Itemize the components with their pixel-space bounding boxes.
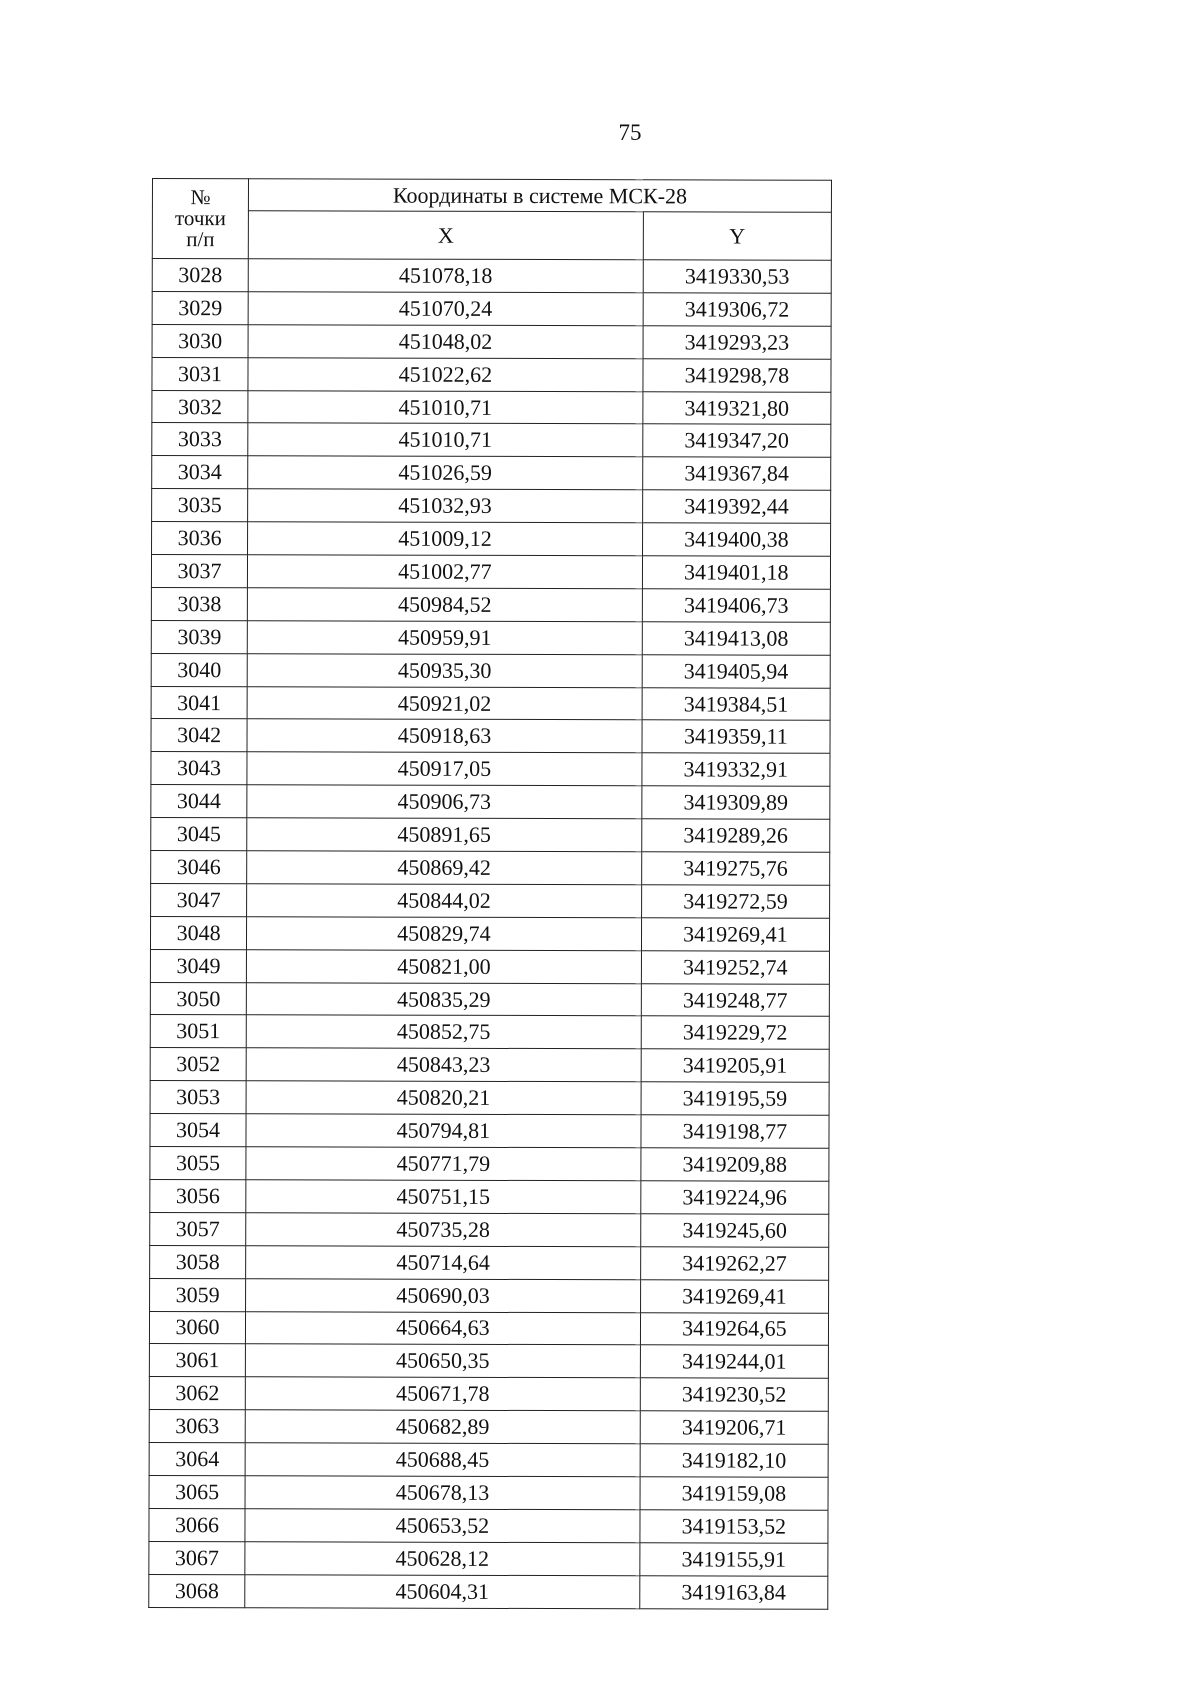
y-coordinate-cell: 3419195,59 xyxy=(641,1082,829,1115)
point-number-cell: 3028 xyxy=(152,259,248,292)
point-number-cell: 3052 xyxy=(150,1048,246,1081)
y-coordinate-cell: 3419245,60 xyxy=(640,1214,828,1247)
point-number-header xyxy=(152,179,248,259)
point-number-cell: 3064 xyxy=(149,1443,245,1476)
table-row xyxy=(152,390,831,425)
x-coordinate-cell: 450906,73 xyxy=(247,785,642,819)
table-row xyxy=(149,1541,828,1576)
y-coordinate-cell: 3419275,76 xyxy=(641,852,829,885)
coordinates-table xyxy=(148,178,832,1609)
table-row xyxy=(152,489,831,524)
x-coordinate-cell: 450664,63 xyxy=(246,1311,641,1345)
coordinates-group-header: Координаты в системе МСК-28 xyxy=(249,179,832,213)
table-row xyxy=(150,1179,829,1214)
table-row xyxy=(152,291,831,326)
x-coordinate-cell: 451022,62 xyxy=(248,357,643,391)
point-number-cell: 3062 xyxy=(149,1377,245,1410)
point-number-cell: 3056 xyxy=(150,1179,246,1212)
point-number-cell: 3068 xyxy=(149,1574,245,1607)
x-coordinate-cell: 450688,45 xyxy=(245,1443,640,1477)
point-number-cell: 3046 xyxy=(151,851,247,884)
x-coordinate-cell: 450829,74 xyxy=(247,917,642,951)
y-coordinate-cell: 3419269,41 xyxy=(641,918,829,951)
point-number-cell: 3043 xyxy=(151,752,247,785)
y-coordinate-cell: 3419347,20 xyxy=(642,424,830,457)
y-coordinate-cell: 3419359,11 xyxy=(642,720,830,753)
x-coordinate-cell: 450690,03 xyxy=(246,1278,641,1312)
point-number-cell: 3047 xyxy=(151,883,247,916)
point-number-cell: 3053 xyxy=(150,1081,246,1114)
table-body xyxy=(149,259,832,1609)
table-row xyxy=(149,1443,828,1478)
table-row xyxy=(149,1508,828,1543)
point-number-cell: 3044 xyxy=(151,785,247,818)
y-coordinate-cell: 3419321,80 xyxy=(643,391,831,424)
x-coordinate-cell: 450935,30 xyxy=(247,653,642,687)
x-coordinate-cell: 450921,02 xyxy=(247,686,642,720)
table-row xyxy=(152,357,831,392)
table-row xyxy=(149,1344,828,1379)
x-coordinate-cell: 450751,15 xyxy=(246,1180,641,1214)
point-number-cell: 3054 xyxy=(150,1114,246,1147)
y-coordinate-cell: 3419332,91 xyxy=(642,753,830,786)
point-number-cell: 3059 xyxy=(150,1278,246,1311)
y-coordinate-cell: 3419293,23 xyxy=(643,326,831,359)
point-number-cell: 3055 xyxy=(150,1147,246,1180)
y-coordinate-cell: 3419306,72 xyxy=(643,293,831,326)
x-coordinate-cell: 451026,59 xyxy=(248,456,643,490)
point-number-cell: 3030 xyxy=(152,324,248,357)
table-row xyxy=(150,1212,829,1247)
table-row xyxy=(151,587,830,622)
x-coordinate-cell: 451070,24 xyxy=(248,292,643,326)
table-row xyxy=(150,982,829,1017)
table-row xyxy=(151,719,830,754)
table-row xyxy=(151,883,830,918)
point-number-header-line: № xyxy=(190,185,211,210)
y-coordinate-cell: 3419264,65 xyxy=(640,1312,828,1345)
x-coordinate-cell: 451078,18 xyxy=(248,259,643,293)
point-number-cell: 3034 xyxy=(152,456,248,489)
y-coordinate-cell: 3419309,89 xyxy=(642,786,830,819)
table-row xyxy=(152,259,831,294)
x-coordinate-cell: 450821,00 xyxy=(247,949,642,983)
y-column-header: Y xyxy=(643,212,831,260)
point-number-cell: 3040 xyxy=(151,653,247,686)
y-coordinate-cell: 3419182,10 xyxy=(640,1444,828,1477)
point-number-header-line: точки xyxy=(175,206,226,231)
point-number-cell: 3045 xyxy=(151,818,247,851)
y-coordinate-cell: 3419262,27 xyxy=(640,1247,828,1280)
x-coordinate-cell: 450843,23 xyxy=(246,1048,641,1082)
table-row xyxy=(149,1410,828,1445)
x-coordinate-cell: 450844,02 xyxy=(247,884,642,918)
table-row xyxy=(150,1278,829,1313)
x-coordinate-cell: 450891,65 xyxy=(247,818,642,852)
y-coordinate-cell: 3419272,59 xyxy=(641,885,829,918)
point-number-cell: 3058 xyxy=(150,1245,246,1278)
y-coordinate-cell: 3419413,08 xyxy=(642,622,830,655)
table-row xyxy=(152,423,831,458)
point-number-cell: 3029 xyxy=(152,291,248,324)
point-number-cell: 3063 xyxy=(149,1410,245,1443)
table-row xyxy=(151,851,830,886)
table-row xyxy=(149,1311,828,1346)
y-coordinate-cell: 3419224,96 xyxy=(641,1181,829,1214)
point-number-cell: 3061 xyxy=(149,1344,245,1377)
point-number-header-line: п/п xyxy=(186,227,215,252)
x-coordinate-cell: 450917,05 xyxy=(247,752,642,786)
point-number-cell: 3067 xyxy=(149,1541,245,1574)
x-coordinate-cell: 450671,78 xyxy=(245,1377,640,1411)
table-row xyxy=(150,1015,829,1050)
table-row xyxy=(152,456,831,491)
y-coordinate-cell: 3419153,52 xyxy=(640,1510,828,1543)
y-coordinate-cell: 3419198,77 xyxy=(641,1115,829,1148)
y-coordinate-cell: 3419367,84 xyxy=(642,457,830,490)
x-column-header: X xyxy=(248,211,643,260)
table-row xyxy=(150,1048,829,1083)
x-coordinate-cell: 450628,12 xyxy=(245,1541,640,1575)
table-row xyxy=(150,949,829,984)
y-coordinate-cell: 3419248,77 xyxy=(641,983,829,1016)
point-number-cell: 3031 xyxy=(152,357,248,390)
y-coordinate-cell: 3419230,52 xyxy=(640,1378,828,1411)
point-number-cell: 3066 xyxy=(149,1508,245,1541)
y-coordinate-cell: 3419159,08 xyxy=(640,1477,828,1510)
x-coordinate-cell: 450682,89 xyxy=(245,1410,640,1444)
table-row xyxy=(149,1475,828,1510)
table-row xyxy=(151,752,830,787)
point-number-cell: 3049 xyxy=(150,949,246,982)
y-coordinate-cell: 3419269,41 xyxy=(640,1279,828,1312)
table-row xyxy=(149,1377,828,1412)
point-number-cell: 3065 xyxy=(149,1475,245,1508)
point-number-cell: 3035 xyxy=(152,489,248,522)
page-number: 75 xyxy=(618,120,642,145)
y-coordinate-cell: 3419229,72 xyxy=(641,1016,829,1049)
x-coordinate-cell: 450650,35 xyxy=(246,1344,641,1378)
point-number-cell: 3042 xyxy=(151,719,247,752)
point-number-cell: 3039 xyxy=(151,620,247,653)
x-coordinate-cell: 450604,31 xyxy=(245,1574,640,1608)
x-coordinate-cell: 451009,12 xyxy=(248,522,643,556)
y-coordinate-cell: 3419155,91 xyxy=(640,1543,828,1576)
table-row xyxy=(151,785,830,820)
y-coordinate-cell: 3419206,71 xyxy=(640,1411,828,1444)
y-coordinate-cell: 3419209,88 xyxy=(641,1148,829,1181)
y-coordinate-cell: 3419405,94 xyxy=(642,654,830,687)
table-row xyxy=(151,620,830,655)
x-coordinate-cell: 450794,81 xyxy=(246,1114,641,1148)
table-row xyxy=(151,686,830,721)
point-number-cell: 3060 xyxy=(149,1311,245,1344)
point-number-cell: 3041 xyxy=(151,686,247,719)
point-number-cell: 3037 xyxy=(151,555,247,588)
table-row xyxy=(150,1081,829,1116)
x-coordinate-cell: 450678,13 xyxy=(245,1476,640,1510)
point-number-cell: 3032 xyxy=(152,390,248,423)
y-coordinate-cell: 3419330,53 xyxy=(643,260,831,293)
x-coordinate-cell: 450869,42 xyxy=(247,851,642,885)
x-coordinate-cell: 450714,64 xyxy=(246,1245,641,1279)
x-coordinate-cell: 451010,71 xyxy=(248,423,643,457)
x-coordinate-cell: 451032,93 xyxy=(248,489,643,523)
table-row xyxy=(150,1114,829,1149)
y-coordinate-cell: 3419400,38 xyxy=(642,523,830,556)
x-coordinate-cell: 451010,71 xyxy=(248,390,643,424)
y-coordinate-cell: 3419392,44 xyxy=(642,490,830,523)
table-row xyxy=(150,916,829,951)
x-coordinate-cell: 450835,29 xyxy=(246,982,641,1016)
table-row xyxy=(151,818,830,853)
table-row xyxy=(152,324,831,359)
y-coordinate-cell: 3419289,26 xyxy=(641,819,829,852)
x-coordinate-cell: 450653,52 xyxy=(245,1509,640,1543)
y-coordinate-cell: 3419252,74 xyxy=(641,950,829,983)
table-row xyxy=(151,653,830,688)
y-coordinate-cell: 3419244,01 xyxy=(640,1345,828,1378)
point-number-cell: 3051 xyxy=(150,1015,246,1048)
x-coordinate-cell: 450852,75 xyxy=(246,1015,641,1049)
x-coordinate-cell: 450984,52 xyxy=(247,588,642,622)
y-coordinate-cell: 3419205,91 xyxy=(641,1049,829,1082)
x-coordinate-cell: 451002,77 xyxy=(248,555,643,589)
point-number-cell: 3036 xyxy=(152,522,248,555)
table-row xyxy=(150,1147,829,1182)
point-number-cell: 3050 xyxy=(150,982,246,1015)
point-number-cell: 3048 xyxy=(150,916,246,949)
point-number-cell: 3057 xyxy=(150,1212,246,1245)
x-coordinate-cell: 451048,02 xyxy=(248,325,643,359)
x-coordinate-cell: 450918,63 xyxy=(247,719,642,753)
point-number-cell: 3038 xyxy=(151,587,247,620)
x-coordinate-cell: 450820,21 xyxy=(246,1081,641,1115)
x-coordinate-cell: 450735,28 xyxy=(246,1213,641,1247)
y-coordinate-cell: 3419163,84 xyxy=(639,1575,827,1608)
table-row xyxy=(150,1245,829,1280)
x-coordinate-cell: 450771,79 xyxy=(246,1147,641,1181)
table-row xyxy=(152,522,831,557)
x-coordinate-cell: 450959,91 xyxy=(247,621,642,655)
point-number-cell: 3033 xyxy=(152,423,248,456)
table-row xyxy=(149,1574,828,1609)
y-coordinate-cell: 3419384,51 xyxy=(642,687,830,720)
table-row xyxy=(151,555,830,590)
y-coordinate-cell: 3419401,18 xyxy=(642,556,830,589)
y-coordinate-cell: 3419406,73 xyxy=(642,589,830,622)
y-coordinate-cell: 3419298,78 xyxy=(643,358,831,391)
